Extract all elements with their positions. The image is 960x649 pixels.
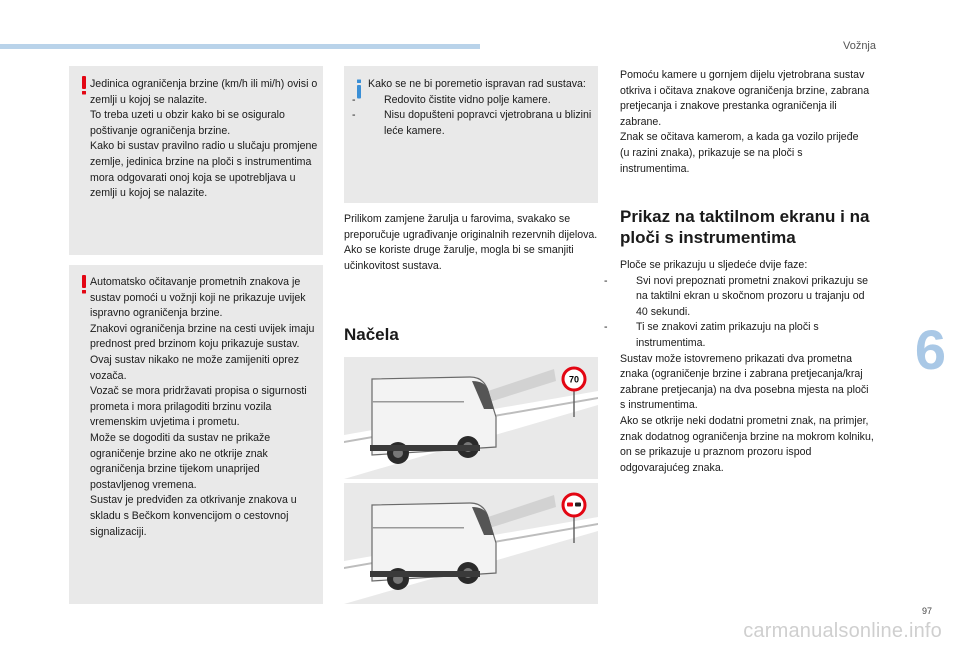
illustration-speed-sign (344, 357, 598, 479)
chapter-number: 6 (914, 318, 946, 381)
warning-box-reliability (69, 265, 323, 604)
display-details: Sustav može istovremeno prikazati dva prometna znaka (ograničenje brzine i zabrana pretjecanja/kraj zabrane pretjecanja) na dva posebna mjesta na ploči s instrumentima. Ako se otkrije neki dodatni prometni znak, na primjer, znak dodatnog ograničenja brzine na mokrom kolniku, on se prikazuje u praznom prozoru ispod odgovarajućeg znaka. (620, 352, 874, 474)
info-intro: Kako se ne bi poremetio ispravan rad sustava: (368, 78, 586, 90)
warning-icon (78, 274, 90, 294)
warning-icon (78, 75, 90, 95)
info-text (352, 77, 594, 139)
illustration-no-overtaking-sign (344, 483, 598, 604)
warning-text-reliability: Automatsko očitavanje prometnih znakova je sustav pomoći u vožnji koji ne prikazuje uvijek ispravno ograničenja brzine. Znakovi ograničenja brzine na cesti uvijek imaju prednost pred brzinom koju prikazuje sustav. Ovaj sustav nikako ne može zamijeniti oprez vozača. Vozač se mora pridržavati propisa o sigurnosti prometa i mora prilagoditi brzinu vozila vremenskim uvjetima i prometu. Može se dogoditi da sustav ne prikaže ograničenje brzine ako ne otkrije znak ograničenja brzine tijekom unaprijed postavljenog vremena. Sustav je predviđen za otkrivanje znakova u skladu s Bečkom konvencijom o cestovnoj signalizaciji. (90, 276, 315, 538)
top-accent-bar (0, 44, 480, 49)
bulb-paragraph: Prilikom zamjene žarulja u farovima, svakako se preporučuje ugrađivanje originalnih rezervnih dijelova. Ako se koriste druge žarulje, mogla bi se smanjiti učinkovitost sustava. (344, 213, 598, 272)
section-label: Vožnja (842, 40, 876, 52)
display-item: - Svi novi prepoznati prometni znakovi prikazuju se na taktilni ekran u skočnom prozoru u trajanju od 40 sekundi. (604, 274, 869, 318)
warning-box-unit (69, 66, 323, 255)
speed-limit-value: 70 (568, 374, 580, 385)
info-item: - Redovito čistite vidno polje kamere. (352, 93, 551, 106)
info-item: - Nisu dopušteni popravci vjetrobrana u blizini leće kamere. (352, 109, 592, 137)
watermark: carmanualsonline.info (743, 620, 942, 642)
heading-display: Prikaz na taktilnom ekranu i na ploči s instrumentima (620, 207, 870, 247)
van-icon (370, 377, 496, 464)
page-number: 97 (921, 606, 932, 616)
display-paragraph (604, 258, 874, 476)
display-intro: Ploče se prikazuju u sljedeće dvije faze: (620, 259, 808, 271)
heading-principles: Načela (344, 325, 399, 344)
car-red-icon (567, 503, 573, 507)
info-box-camera (344, 66, 598, 203)
warning-text-unit: Jedinica ograničenja brzine (km/h ili mi/h) ovisi o zemlji u kojoj se nalazite. To treba uzeti u obzir kako bi se osiguralo poštivanje ograničenja brzine. Kako bi sustav pravilno radio u slučaju promjene zemlje, jedinica brzine na ploči s instrumentima mora odgovarati onoj koja se upotrebljava u zemlji u kojoj se nalazite. (90, 78, 318, 200)
camera-paragraph: Pomoću kamere u gornjem dijelu vjetrobrana sustav otkriva i očitava znakove ograničenja brzine, zabrana pretjecanja i znakove prestanka ograničenja ili zabrane. Znak se očitava kamerom, a kada ga vozilo prijeđe (u razini znaka), prikazuje se na ploči s instrumentima. (620, 69, 870, 175)
van-icon (370, 503, 496, 590)
car-black-icon (575, 503, 581, 507)
display-item: - Ti se znakovi zatim prikazuju na ploči s instrumentima. (604, 321, 819, 349)
